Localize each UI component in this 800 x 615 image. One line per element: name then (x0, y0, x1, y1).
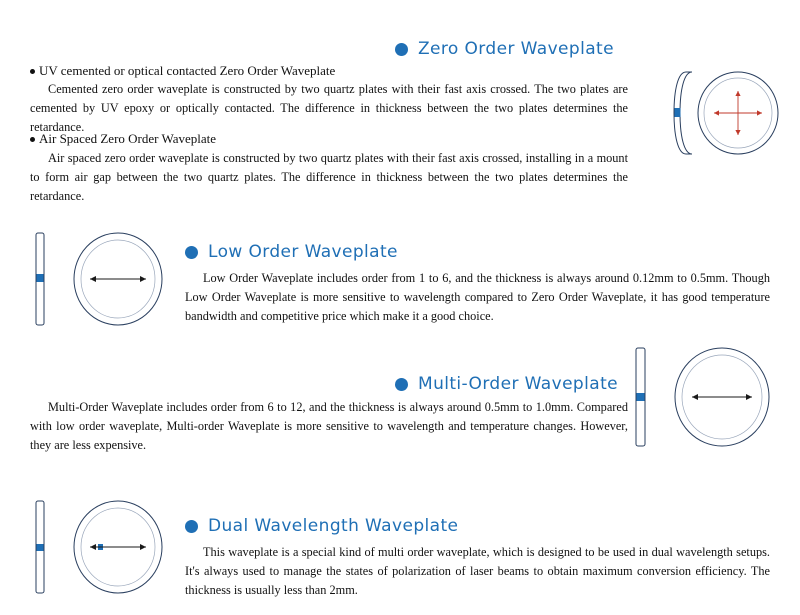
low-order-waveplate-diagram (22, 224, 182, 334)
multi-order-waveplate-diagram (626, 340, 791, 455)
section-heading-label: Low Order Waveplate (208, 242, 398, 262)
square-bullet-icon (30, 137, 35, 142)
section-heading-zero-order (395, 39, 614, 59)
section-heading-label: Multi-Order Waveplate (418, 374, 618, 394)
bullet-dot-icon (185, 520, 198, 533)
bullet-dot-icon (395, 378, 408, 391)
subsection-title-uv-cemented (30, 63, 335, 79)
subsection-title-air-spaced (30, 131, 216, 147)
dual-wavelength-waveplate-diagram (22, 492, 182, 602)
section-heading-label: Dual Wavelength Waveplate (208, 516, 459, 536)
section-heading-label: Zero Order Waveplate (418, 39, 614, 59)
section-heading-low-order (185, 242, 398, 262)
section-heading-dual-wavelength (185, 516, 458, 536)
section-body-low-order: Low Order Waveplate includes order from 1 to 6, and the thickness is always around 0.12mm to 0.5mm. Though Low Order Waveplate is more sensitive to wavelength compared to Zero Order Waveplate, it has good temperature bandwidth and competitive price which make it a good choice. (185, 271, 770, 323)
subsection-title-label: Air Spaced Zero Order Waveplate (39, 131, 217, 146)
bullet-dot-icon (185, 246, 198, 259)
subsection-title-label: UV cemented or optical contacted Zero Order Waveplate (39, 63, 336, 78)
bullet-dot-icon (395, 43, 408, 56)
section-body-multi-order: Multi-Order Waveplate includes order from 6 to 12, and the thickness is always around 0.5mm to 1.0mm. Compared with low order waveplate, Multi-order Waveplate is more sensitive to wavelength and temperature changes. However, they are less expensive. (30, 400, 628, 452)
zero-order-waveplate-diagram (652, 58, 792, 168)
square-bullet-icon (30, 69, 35, 74)
section-body-dual-wavelength: This waveplate is a special kind of multi order waveplate, which is designed to be used in dual wavelength setups. It's always used to manage the states of polarization of laser beams to obtain maximum conversion efficiency. The thickness is usually less than 2mm. (185, 545, 770, 597)
subsection-body-air-spaced: Air spaced zero order waveplate is constructed by two quartz plates with their fast axis crossed, installing in a mount to form air gap between the two quartz plates. The difference in thickness between the two plates determines the retardance. (30, 151, 628, 203)
section-heading-multi-order (395, 374, 618, 394)
subsection-body-uv-cemented: Cemented zero order waveplate is constructed by two quartz plates with their fast axis crossed. The two plates are cemented by UV epoxy or optically contacted. The difference in thickness between the two plates determines the retardance. (30, 82, 628, 134)
